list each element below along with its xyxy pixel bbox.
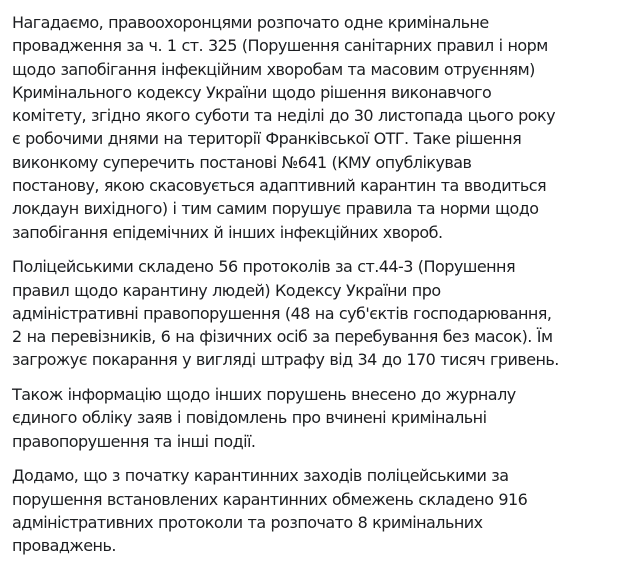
paragraph-criminal-case xyxy=(12,11,632,244)
text-line: єдиного обліку заяв і повідомлень про вчинені кримінальні xyxy=(12,408,487,428)
paragraph-protocols xyxy=(12,255,632,371)
text-line: Додамо, що з початку карантинних заходів поліцейськими за xyxy=(12,466,509,486)
text-line: комітету, згідно якого суботи та неділі до 30 листопада цього року xyxy=(12,106,556,126)
text-line: Кримінального кодексу України щодо рішення виконавчого xyxy=(12,82,492,102)
text-line: порушення встановлених карантинних обмежень складено 916 xyxy=(12,489,528,509)
paragraph-summary xyxy=(12,464,632,557)
paragraph-journal xyxy=(12,383,632,453)
text-line: 2 на перевізників, 6 на фізичних осіб за перебування без масок). Їм xyxy=(12,327,553,347)
text-line: проваджень. xyxy=(12,536,116,556)
text-line: провадження за ч. 1 ст. 325 (Порушення санітарних правил і норм xyxy=(12,36,548,56)
text-line: адміністративні правопорушення (48 на суб'єктів господарювання, xyxy=(12,303,552,323)
text-line: запобігання епідемічних й інших інфекційних хвороб. xyxy=(12,222,443,242)
text-line: локдаун вихідного) і тим самим порушує правила та норми щодо xyxy=(12,199,539,219)
text-line: щодо запобігання інфекційним хворобам та масовим отруєнням) xyxy=(12,59,535,79)
text-line: адміністративних протоколи та розпочато 8 кримінальних xyxy=(12,512,483,532)
post-body xyxy=(12,11,632,569)
text-line: є робочими днями на території Франківської ОТГ. Таке рішення xyxy=(12,129,522,149)
text-line: Поліцейськими складено 56 протоколів за ст.44-3 (Порушення xyxy=(12,257,516,277)
text-line: правил щодо карантину людей) Кодексу України про xyxy=(12,280,441,300)
text-line: Нагадаємо, правоохоронцями розпочато одне кримінальне xyxy=(12,13,489,32)
text-line: Також інформацію щодо інших порушень внесено до журналу xyxy=(12,385,516,405)
text-line: загрожує покарання у вигляді штрафу від 34 до 170 тисяч гривень. xyxy=(12,350,559,370)
text-line: правопорушення та інші події. xyxy=(12,431,256,451)
text-line: виконкому суперечить постанові №641 (КМУ опублікував xyxy=(12,152,472,172)
text-line: постанову, якою скасовується адаптивний карантин та вводиться xyxy=(12,176,547,196)
